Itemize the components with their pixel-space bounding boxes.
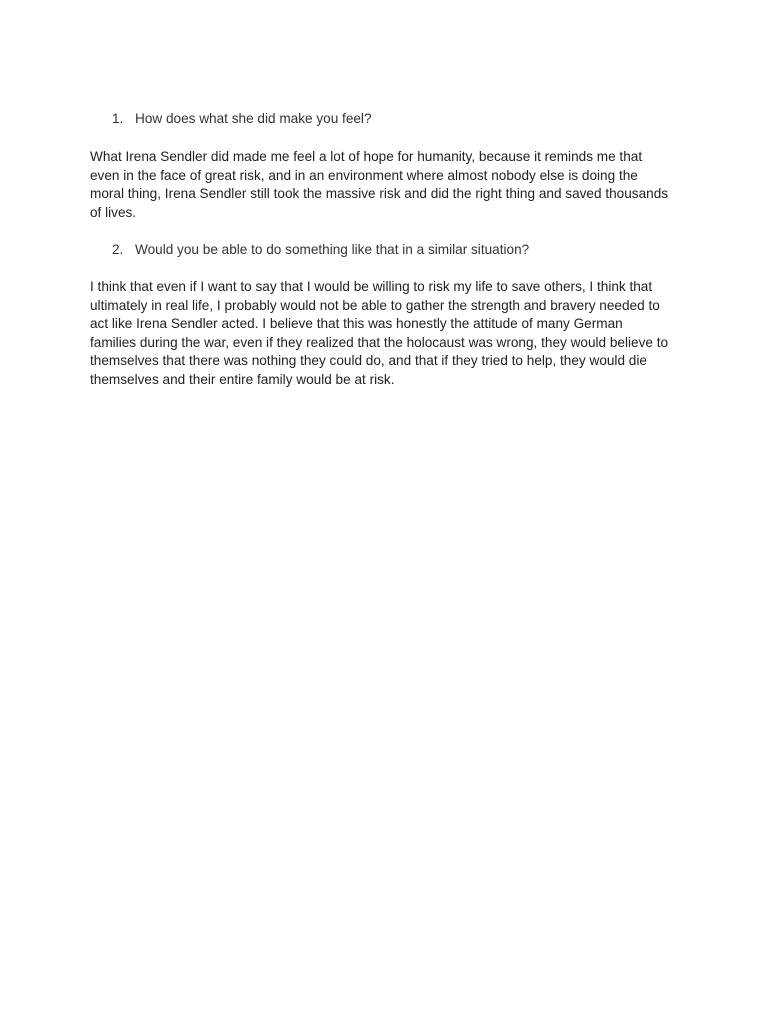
answer-2-line: families during the war, even if they realized that the holocaust was wrong, they would believe to [90, 334, 669, 350]
question-1 [112, 110, 372, 128]
question-2-number: 2. [112, 242, 124, 257]
answer-2-line: act like Irena Sendler acted. I believe that this was honestly the attitude of many German [90, 316, 623, 332]
answer-2-paragraph [90, 278, 686, 390]
answer-1-line: even in the face of great risk, and in an environment where almost nobody else is doing the [90, 167, 638, 183]
question-2-text: Would you be able to do something like that in a similar situation? [135, 242, 530, 257]
question-1-number: 1. [112, 111, 124, 126]
answer-2-line: ultimately in real life, I probably would not be able to gather the strength and bravery needed to [90, 297, 660, 313]
answer-1-line: moral thing, Irena Sendler still took the massive risk and did the right thing and saved thousands [90, 186, 669, 202]
answer-2-line: themselves that there was nothing they could do, and that if they tried to help, they would die [90, 353, 647, 369]
answer-2-line: I think that even if I want to say that I would be willing to risk my life to save others, I think that [90, 279, 653, 294]
question-2 [112, 241, 529, 259]
answer-2-line: themselves and their entire family would be at risk. [90, 371, 395, 387]
question-1-text: How does what she did make you feel? [135, 111, 372, 126]
answer-1-line: What Irena Sendler did made me feel a lot of hope for humanity, because it reminds me that [90, 149, 643, 164]
answer-1-paragraph [90, 148, 686, 222]
answer-1-line: of lives. [90, 204, 137, 220]
